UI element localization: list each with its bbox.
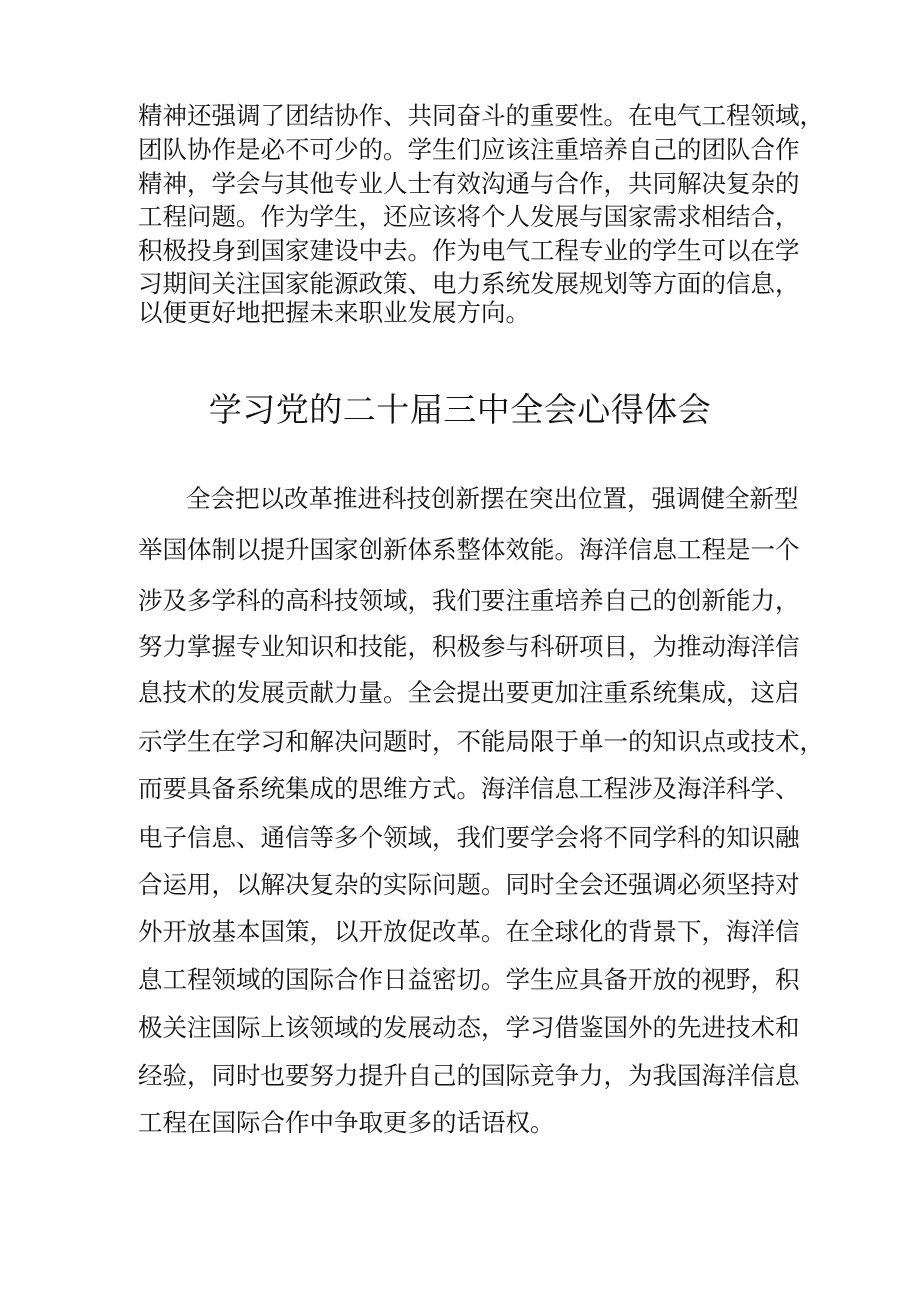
paragraph-line: 涉及多学科的高科技领域，我们要注重培养自己的创新能力，	[138, 586, 800, 615]
paragraph-line: 示学生在学习和解决问题时，不能局限于单一的知识点或技术，	[138, 727, 824, 756]
paragraph-line: 电子信息、通信等多个领域，我们要学会将不同学科的知识融	[138, 823, 800, 852]
paragraph-line: 努力掌握专业知识和技能，积极参与科研项目，为推动海洋信	[138, 632, 800, 661]
paragraph-line: 合运用，以解决复杂的实际问题。同时全会还强调必须坚持对	[138, 870, 800, 899]
paragraph-line: 全会把以改革推进科技创新摆在突出位置，强调健全新型	[186, 484, 799, 513]
section-title: 学习党的二十届三中全会心得体会	[208, 390, 712, 429]
paragraph-line: 息工程领域的国际合作日益密切。学生应具备开放的视野，积	[138, 965, 800, 994]
paragraph-line: 外开放基本国策，以开放促改革。在全球化的背景下，海洋信	[138, 917, 800, 946]
paragraph-line: 举国体制以提升国家创新体系整体效能。海洋信息工程是一个	[138, 535, 800, 564]
paragraph-line: 工程在国际合作中争取更多的话语权。	[138, 1108, 555, 1137]
paragraph-line: 精神还强调了团结协作、共同奋斗的重要性。在电气工程领域，	[138, 101, 824, 130]
paragraph-line: 工程问题。作为学生，还应该将个人发展与国家需求相结合，	[138, 202, 800, 231]
paragraph-line: 而要具备系统集成的思维方式。海洋信息工程涉及海洋科学、	[138, 774, 800, 803]
paragraph-line: 习期间关注国家能源政策、电力系统发展规划等方面的信息，	[138, 269, 800, 298]
paragraph-line: 极关注国际上该领域的发展动态，学习借鉴国外的先进技术和	[138, 1013, 800, 1042]
paragraph-line: 经验，同时也要努力提升自己的国际竞争力，为我国海洋信息	[138, 1061, 800, 1090]
paragraph-line: 息技术的发展贡献力量。全会提出要更加注重系统集成，这启	[138, 678, 800, 707]
paragraph-line: 精神，学会与其他专业人士有效沟通与合作，共同解决复杂的	[138, 169, 800, 198]
paragraph-line: 以便更好地把握未来职业发展方向。	[138, 298, 530, 327]
paragraph-line: 积极投身到国家建设中去。作为电气工程专业的学生可以在学	[138, 236, 800, 265]
paragraph-line: 团队协作是必不可少的。学生们应该注重培养自己的团队合作	[138, 135, 800, 164]
